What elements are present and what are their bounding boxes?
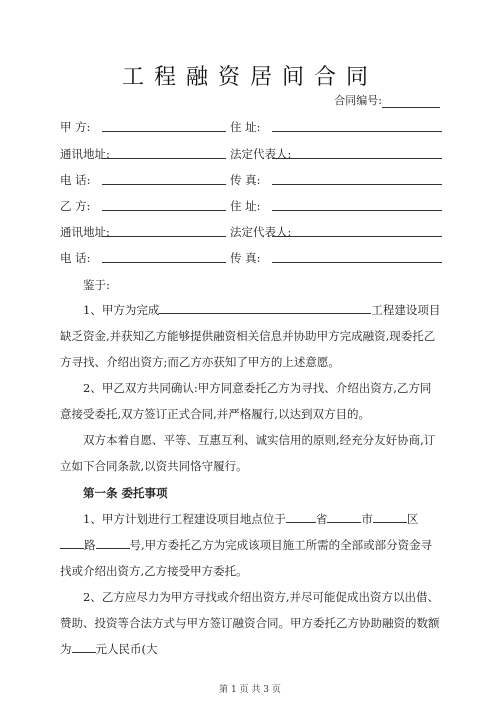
whereas-heading: 鉴于: [83, 278, 110, 292]
recital-2: 2、甲乙双方共同确认:甲方同意委托乙方为寻找、介绍出资方,乙方同意接受委托,双方签订正式合同,并严格履行,以达到双方目的。 [60, 381, 432, 421]
contract-number-label: 合同编号: [334, 94, 382, 107]
party-a-label: 甲 方: [60, 120, 91, 134]
party-a-address-label: 住 址: [230, 120, 261, 134]
party-b-phone-label: 电 话: [60, 251, 91, 265]
recital-3: 双方本着自愿、平等、互惠互利、诚实信用的原则,经充分友好协商,订立如下合同条款,以资共同恪守履行。 [60, 433, 436, 473]
party-a-fax-blank[interactable] [272, 184, 442, 185]
party-a-mail-address-blank[interactable] [102, 158, 226, 159]
party-b-fax-blank[interactable] [272, 262, 442, 263]
province-label: 省 [315, 512, 328, 526]
road-blank[interactable] [60, 536, 84, 549]
page-footer: 第 1 页 共 3 页 [219, 685, 281, 695]
party-a-fax-label: 传 真: [230, 173, 261, 187]
contract-title: 工程融资居间合同 [121, 65, 378, 90]
party-a-mail-address-label: 通讯地址: [60, 147, 110, 161]
party-a-blank[interactable] [102, 131, 226, 132]
party-a-contact-row [60, 146, 442, 162]
project-name-blank[interactable] [159, 301, 371, 314]
party-a-representative-label: 法定代表人: [230, 147, 292, 161]
recital-1-text-b: 工程建设项目缺乏资金,并获知乙方能够提供融资相关信息并协助甲方完成融资,现委托乙方寻找、介绍出资方;而乙方亦获知了甲方的上述意愿。 [60, 303, 441, 369]
party-b-mail-address-label: 通讯地址: [60, 225, 110, 239]
article-1-clause-2 [60, 584, 442, 662]
city-blank[interactable] [327, 510, 361, 523]
district-label: 区 [406, 512, 419, 526]
party-a-phone-label: 电 话: [60, 173, 91, 187]
party-b-phone-blank[interactable] [102, 262, 226, 263]
party-b-address-blank[interactable] [272, 210, 442, 211]
contract-number-blank[interactable] [382, 96, 440, 108]
article-1-clause-1 [60, 506, 442, 584]
party-b-phone-row [60, 250, 442, 266]
party-a-phone-blank[interactable] [102, 184, 226, 185]
party-b-blank[interactable] [102, 210, 226, 211]
recital-1-text-a: 1、甲方为完成 [83, 303, 160, 317]
party-a-address-blank[interactable] [272, 131, 442, 132]
party-a-row [60, 119, 442, 135]
party-b-representative-blank[interactable] [272, 236, 442, 237]
contract-number [334, 92, 440, 108]
clause-2-text-a: 2、乙方应尽力为甲方寻找或介绍出资方,并尽可能促成出资方以出借、赞助、投资等合法方式与甲方签订融资合同。甲方委托乙方协助融资的数额为 [60, 590, 440, 656]
recital-1 [60, 297, 442, 375]
district-blank[interactable] [373, 510, 407, 523]
party-a-representative-blank[interactable] [272, 158, 442, 159]
road-label: 路 [84, 538, 96, 552]
clause-2-text-b: 元人民币(大 [95, 642, 158, 656]
number-blank[interactable] [96, 536, 130, 549]
amount-blank[interactable] [72, 640, 96, 653]
province-blank[interactable] [286, 510, 316, 523]
clause-1-text-a: 1、甲方计划进行工程建设项目地点位于 [83, 512, 286, 526]
party-b-contact-row [60, 224, 442, 240]
article-1-heading: 第一条 委托事项 [83, 486, 168, 500]
party-a-phone-row [60, 172, 442, 188]
city-label: 市 [361, 512, 373, 526]
clause-1-text-b: 号,甲方委托乙方为完成该项目施工所需的全部或部分资金寻找或介绍出资方,乙方接受甲方委托。 [60, 538, 433, 578]
party-b-representative-label: 法定代表人: [230, 225, 292, 239]
party-b-fax-label: 传 真: [230, 251, 261, 265]
party-b-row [60, 198, 442, 214]
party-b-mail-address-blank[interactable] [102, 236, 226, 237]
party-b-label: 乙 方: [60, 199, 91, 213]
party-b-address-label: 住 址: [230, 199, 261, 213]
